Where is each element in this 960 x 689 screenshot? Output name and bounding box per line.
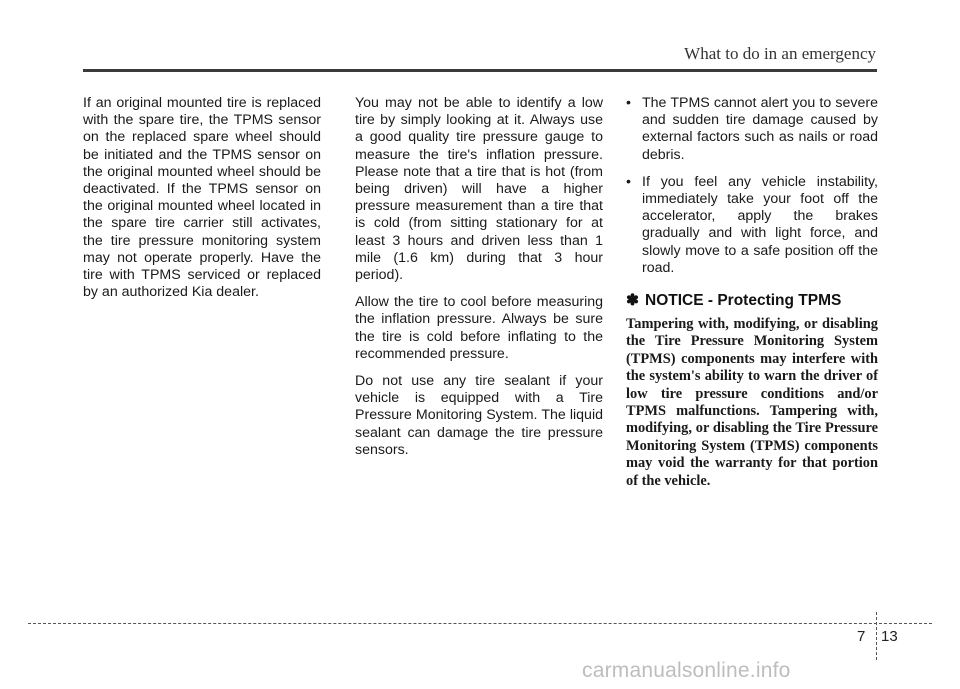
bullet-text: If you feel any vehicle instability, immediately take your foot off the accelerator, apply the brakes gradually and with light force, and slowly move to a safe position off the road.	[642, 173, 878, 276]
footer-divider	[876, 612, 877, 660]
column-right	[626, 95, 878, 500]
asterisk-icon: ✽	[626, 292, 639, 310]
notice-body: Tampering with, modifying, or disabling the Tire Pressure Monitoring System (TPMS) components may interfere with the system's ability to warn the driver of low tire pressure conditions and/or TPMS malfunctions. Tampering with, modifying, or disabling the Tire Pressure Monitoring System (TPMS) components may void the warranty for that portion of the vehicle.	[626, 316, 878, 489]
paragraph-spare-tire-tpms: If an original mounted tire is replaced with the spare tire, the TPMS sensor on the replaced spare wheel should be initiated and the TPMS sensor on the original mounted wheel should be deactivated. If the TPMS sensor on the original mounted wheel located in the spare tire carrier still activates, the tire pressure monitoring system may not operate properly. Have the tire with TPMS serviced or replaced by an authorized Kia dealer.	[83, 95, 321, 301]
page-number: 13	[881, 628, 898, 645]
bullet-text: The TPMS cannot alert you to severe and sudden tire damage caused by external factors such as nails or road debris.	[642, 95, 878, 163]
list-item	[626, 95, 878, 164]
section-title: What to do in an emergency	[684, 44, 876, 63]
bullet-icon: •	[626, 95, 631, 111]
watermark: carmanualsonline.info	[582, 659, 791, 682]
bullet-icon: •	[626, 173, 631, 190]
footer-rule	[28, 623, 932, 624]
column-left	[83, 95, 321, 311]
notice-heading-text: NOTICE - Protecting TPMS	[645, 292, 842, 310]
header-rule	[83, 69, 877, 72]
chapter-number: 7	[857, 628, 866, 645]
list-item	[626, 174, 878, 277]
notice-heading	[626, 291, 878, 310]
paragraph-cool-tire: Allow the tire to cool before measuring the inflation pressure. Always be sure the tire is cold before inflating to the recommended pressure.	[355, 294, 603, 362]
paragraph-low-tire: You may not be able to identify a low tire by simply looking at it. Always use a good quality tire pressure gauge to measure the tire's inflation pressure. Please note that a tire that is hot (from being driven) will have a higher pressure measurement than a tire that is cold (from sitting stationary for at least 3 hours and driven less than 1 mile (1.6 km) during that 3 hour period).	[355, 95, 603, 284]
paragraph-sealant: Do not use any tire sealant if your vehicle is equipped with a Tire Pressure Monitoring System. The liquid sealant can damage the tire pressure sensors.	[355, 373, 603, 458]
bullet-list	[626, 95, 878, 277]
column-middle	[355, 95, 603, 469]
